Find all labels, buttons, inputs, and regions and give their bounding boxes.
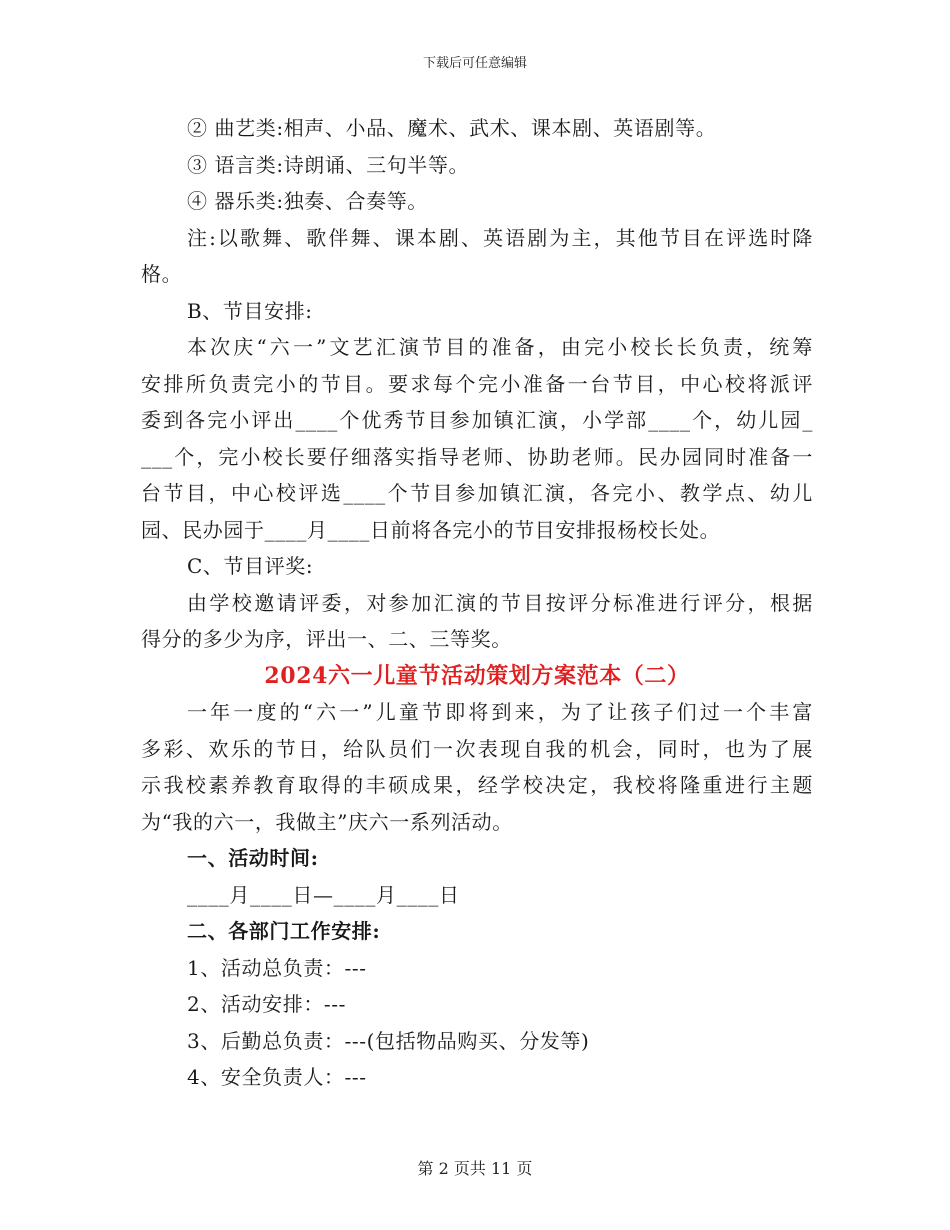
section-b-heading: B、节目安排: <box>187 298 313 323</box>
note-line-1: 注:以歌舞、歌伴舞、课本剧、英语剧为主，其他节目在评选时降 <box>187 225 813 250</box>
section-c-heading: C、节目评奖: <box>187 554 314 578</box>
page-footer: 第 2 页共 11 页 <box>417 1159 533 1178</box>
dept-item-3: 3、后勤总负责：---(包括物品购买、分发等) <box>187 1028 590 1053</box>
section-b-line-1: 本次庆“六一”文艺汇演节目的准备，由完小校长长负责，统筹 <box>187 335 813 359</box>
section-c-line-2: 得分的多少为序，评出一、二、三等奖。 <box>141 627 512 651</box>
dept-item-2: 2、活动安排：--- <box>187 992 346 1016</box>
activity-time-value: ____月____日—____月____日 <box>187 882 460 907</box>
section-c-line-1: 由学校邀请评委，对参加汇演的节目按评分标准进行评分，根据 <box>187 590 813 615</box>
item-yuyan: ③ 语言类:诗朗诵、三句半等。 <box>187 152 470 177</box>
intro-line-4: 为“我的六一，我做主”庆六一系列活动。 <box>141 809 513 834</box>
dept-item-1: 1、活动总负责：--- <box>187 955 367 980</box>
document-title: 2024六一儿童节活动策划方案范本（二） <box>264 662 690 689</box>
item-quyi: ② 曲艺类:相声、小品、魔术、武术、课本剧、英语剧等。 <box>187 116 717 140</box>
intro-line-1: 一年一度的“六一”儿童节即将到来，为了让孩子们过一个丰富 <box>187 700 813 724</box>
section-b-line-3: 委到各完小评出____个优秀节目参加镇汇演，小学部____个，幼儿园_ <box>141 408 813 432</box>
department-heading: 二、各部门工作安排: <box>187 919 381 943</box>
section-b-line-4: ___个，完小校长要仔细落实指导老师、协助老师。民办园同时准备一 <box>141 444 813 469</box>
section-b-line-5: 台节目，中心校评选____个节目参加镇汇演，各完小、教学点、幼儿 <box>141 481 813 505</box>
page-header: 下载后可任意编辑 <box>422 56 527 71</box>
note-line-2: 格。 <box>141 262 183 286</box>
section-b-line-2: 安排所负责完小的节目。要求每个完小准备一台节目，中心校将派评 <box>141 371 813 396</box>
intro-line-2: 多彩、欢乐的节日，给队员们一次表现自我的机会，同时，也为了展 <box>141 736 813 761</box>
section-b-line-6: 园、民办园于____月____日前将各完小的节目安排报杨校长处。 <box>141 517 721 542</box>
dept-item-4: 4、安全负责人：--- <box>187 1065 367 1089</box>
document-body <box>141 110 813 1096</box>
item-qiyue: ④ 器乐类:独奏、合奏等。 <box>187 189 428 213</box>
activity-time-heading: 一、活动时间: <box>187 846 319 870</box>
intro-line-3: 示我校素养教育取得的丰硕成果，经学校决定，我校将隆重进行主题 <box>141 773 813 797</box>
